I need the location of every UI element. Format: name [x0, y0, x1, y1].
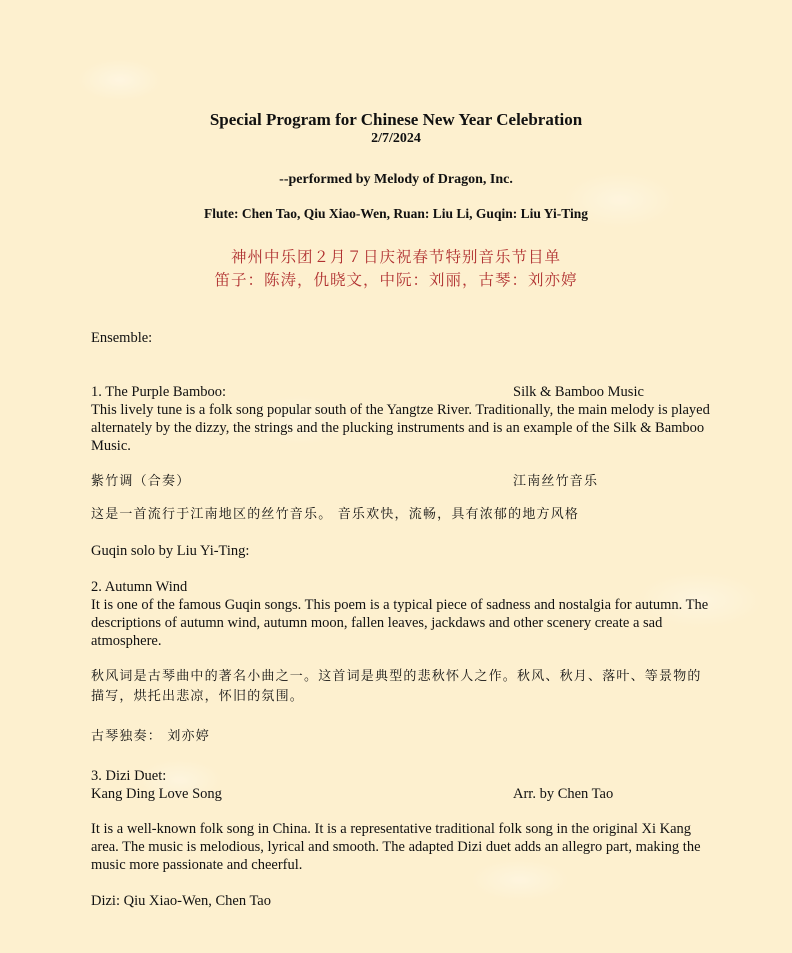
item3-performers: Dizi: Qiu Xiao-Wen, Chen Tao — [91, 893, 271, 909]
item1-chinese-title: 紫竹调（合奏） — [91, 474, 191, 489]
credits-line: Flute: Chen Tao, Qiu Xiao-Wen, Ruan: Liu Li, Guqin: Liu Yi-Ting — [204, 206, 588, 221]
chinese-title: 神州中乐团２月７日庆祝春节特别音乐节目单 — [230, 248, 561, 266]
item1-description: This lively tune is a folk song popular south of the Yangtze River. Traditionally, the main melody is played alternately by the dizzy, the strings and the plucking instruments and is an example of the Silk & Bamboo Music. — [91, 402, 710, 454]
ensemble-label: Ensemble: — [91, 330, 153, 346]
item2-chinese-description: 秋风词是古琴曲中的著名小曲之一。这首词是典型的悲秋怀人之作。秋风、秋月、落叶、等景物的描写，烘托出悲凉，怀旧的氛围。 — [91, 669, 702, 704]
chinese-credits: 笛子：陈涛，仇晓文，中阮：刘丽，古琴：刘亦婷 — [214, 271, 578, 289]
item3-song: Kang Ding Love Song — [91, 786, 222, 802]
item2-title: 2. Autumn Wind — [91, 579, 188, 595]
guqin-solo-label: Guqin solo by Liu Yi-Ting: — [91, 543, 250, 559]
item3-description: It is a well-known folk song in China. It is a representative traditional folk song in the original Xi Kang area. The music is melodious, lyrical and smooth. The adapted Dizi duet adds an allegro part, making the music more passionate and cheerful. — [91, 821, 701, 873]
item3-arranger: Arr. by Chen Tao — [513, 786, 614, 802]
item3-title: 3. Dizi Duet: — [91, 768, 167, 784]
program-date: 2/7/2024 — [371, 131, 421, 146]
item2-description: It is one of the famous Guqin songs. This poem is a typical piece of sadness and nostalgia for autumn. The descriptions of autumn wind, autumn moon, fallen leaves, jackdaws and other scenery create a sad atmosphere. — [91, 597, 709, 649]
item1-chinese-description: 这是一首流行于江南地区的丝竹音乐。 音乐欢快，流畅，具有浓郁的地方风格 — [91, 507, 580, 522]
item1-genre: Silk & Bamboo Music — [513, 384, 644, 400]
item1-chinese-genre: 江南丝竹音乐 — [513, 474, 599, 489]
performer-line: --performed by Melody of Dragon, Inc. — [279, 172, 513, 187]
item1-title: 1. The Purple Bamboo: — [91, 384, 227, 400]
item2-chinese-solo: 古琴独奏： 刘亦婷 — [91, 729, 210, 744]
program-title: Special Program for Chinese New Year Celebration — [209, 110, 583, 129]
